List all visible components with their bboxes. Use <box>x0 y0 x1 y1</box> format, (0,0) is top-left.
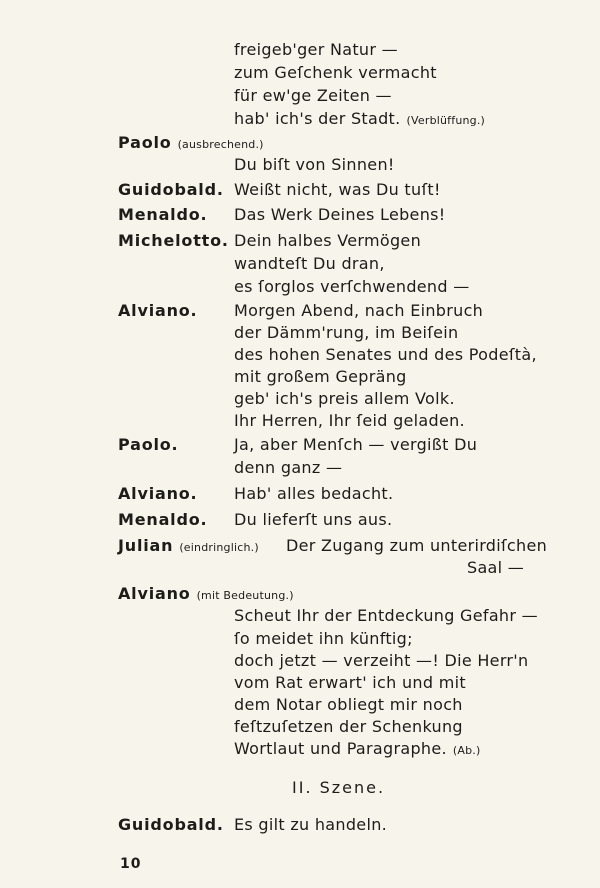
verse-line: Saal — <box>467 558 525 577</box>
verse-text: hab' ich's der Stadt. <box>234 109 401 128</box>
verse-line: zum Geſchenk vermacht <box>234 63 437 82</box>
stage-direction: (mit Bedeutung.) <box>196 589 294 602</box>
speaker-alviano <box>118 584 294 606</box>
verse-line: Es gilt zu handeln. <box>234 815 388 834</box>
verse-line: mit großem Gepräng <box>234 367 407 386</box>
speaker-michelotto: Michelotto. <box>118 231 229 250</box>
verse-text: Wortlaut und Paragraphe. <box>234 739 447 758</box>
stage-direction: (eindringlich.) <box>179 541 259 554</box>
verse-line: Morgen Abend, nach Einbruch <box>234 301 484 320</box>
speaker-name: Alviano <box>118 584 191 603</box>
stage-direction: (Verblüffung.) <box>406 114 486 127</box>
verse-line: geb' ich's preis allem Volk. <box>234 389 455 408</box>
speaker-name: Paolo <box>118 133 172 152</box>
verse-line: Hab' alles bedacht. <box>234 484 394 503</box>
verse-line: doch jetzt — verzeiht —! Die Herr'n <box>234 651 529 670</box>
speaker-menaldo: Menaldo. <box>118 205 208 224</box>
speaker-guidobald: Guidobald. <box>118 815 224 834</box>
verse-line <box>234 739 480 761</box>
verse-line: der Dämm'rung, im Beiſein <box>234 323 459 342</box>
speaker-paolo: Paolo. <box>118 435 179 454</box>
verse-line: Ihr Herren, Ihr ſeid geladen. <box>234 411 465 430</box>
speaker-name: Julian <box>118 536 174 555</box>
speaker-paolo <box>118 133 264 155</box>
speaker-menaldo: Menaldo. <box>118 510 208 529</box>
verse-line: des hohen Senates und des Podeſtà, <box>234 345 537 364</box>
speaker-julian <box>118 536 259 558</box>
verse-line: Du lieferſt uns aus. <box>234 510 393 529</box>
scene-heading: II. Szene. <box>292 778 386 797</box>
verse-line: Scheut Ihr der Entdeckung Gefahr — <box>234 606 538 625</box>
stage-direction: (Ab.) <box>452 744 481 757</box>
verse-line: dem Notar obliegt mir noch <box>234 695 463 714</box>
verse-line: feſtzuſetzen der Schenkung <box>234 717 463 736</box>
page-number: 10 <box>120 856 142 872</box>
verse-line: denn ganz — <box>234 458 343 477</box>
speaker-guidobald: Guidobald. <box>118 180 224 199</box>
speaker-alviano: Alviano. <box>118 301 198 320</box>
speaker-alviano: Alviano. <box>118 484 198 503</box>
verse-line: Du biſt von Sinnen! <box>234 155 395 174</box>
verse-line: Das Werk Deines Lebens! <box>234 205 446 224</box>
verse-line: ſo meidet ihn künftig; <box>234 629 413 648</box>
verse-line: Weißt nicht, was Du tuſt! <box>234 180 441 199</box>
verse-line <box>234 109 485 131</box>
verse-line: Der Zugang zum unterirdiſchen <box>286 536 548 555</box>
verse-line: es ſorglos verſchwendend — <box>234 277 470 296</box>
verse-line: für ew'ge Zeiten — <box>234 86 392 105</box>
verse-line: Dein halbes Vermögen <box>234 231 422 250</box>
stage-direction: (ausbrechend.) <box>177 138 264 151</box>
verse-line: freigeb'ger Natur — <box>234 40 398 59</box>
verse-line: vom Rat erwart' ich und mit <box>234 673 466 692</box>
verse-line: Ja, aber Menſch — vergißt Du <box>234 435 478 454</box>
verse-line: wandteſt Du dran, <box>234 254 385 273</box>
